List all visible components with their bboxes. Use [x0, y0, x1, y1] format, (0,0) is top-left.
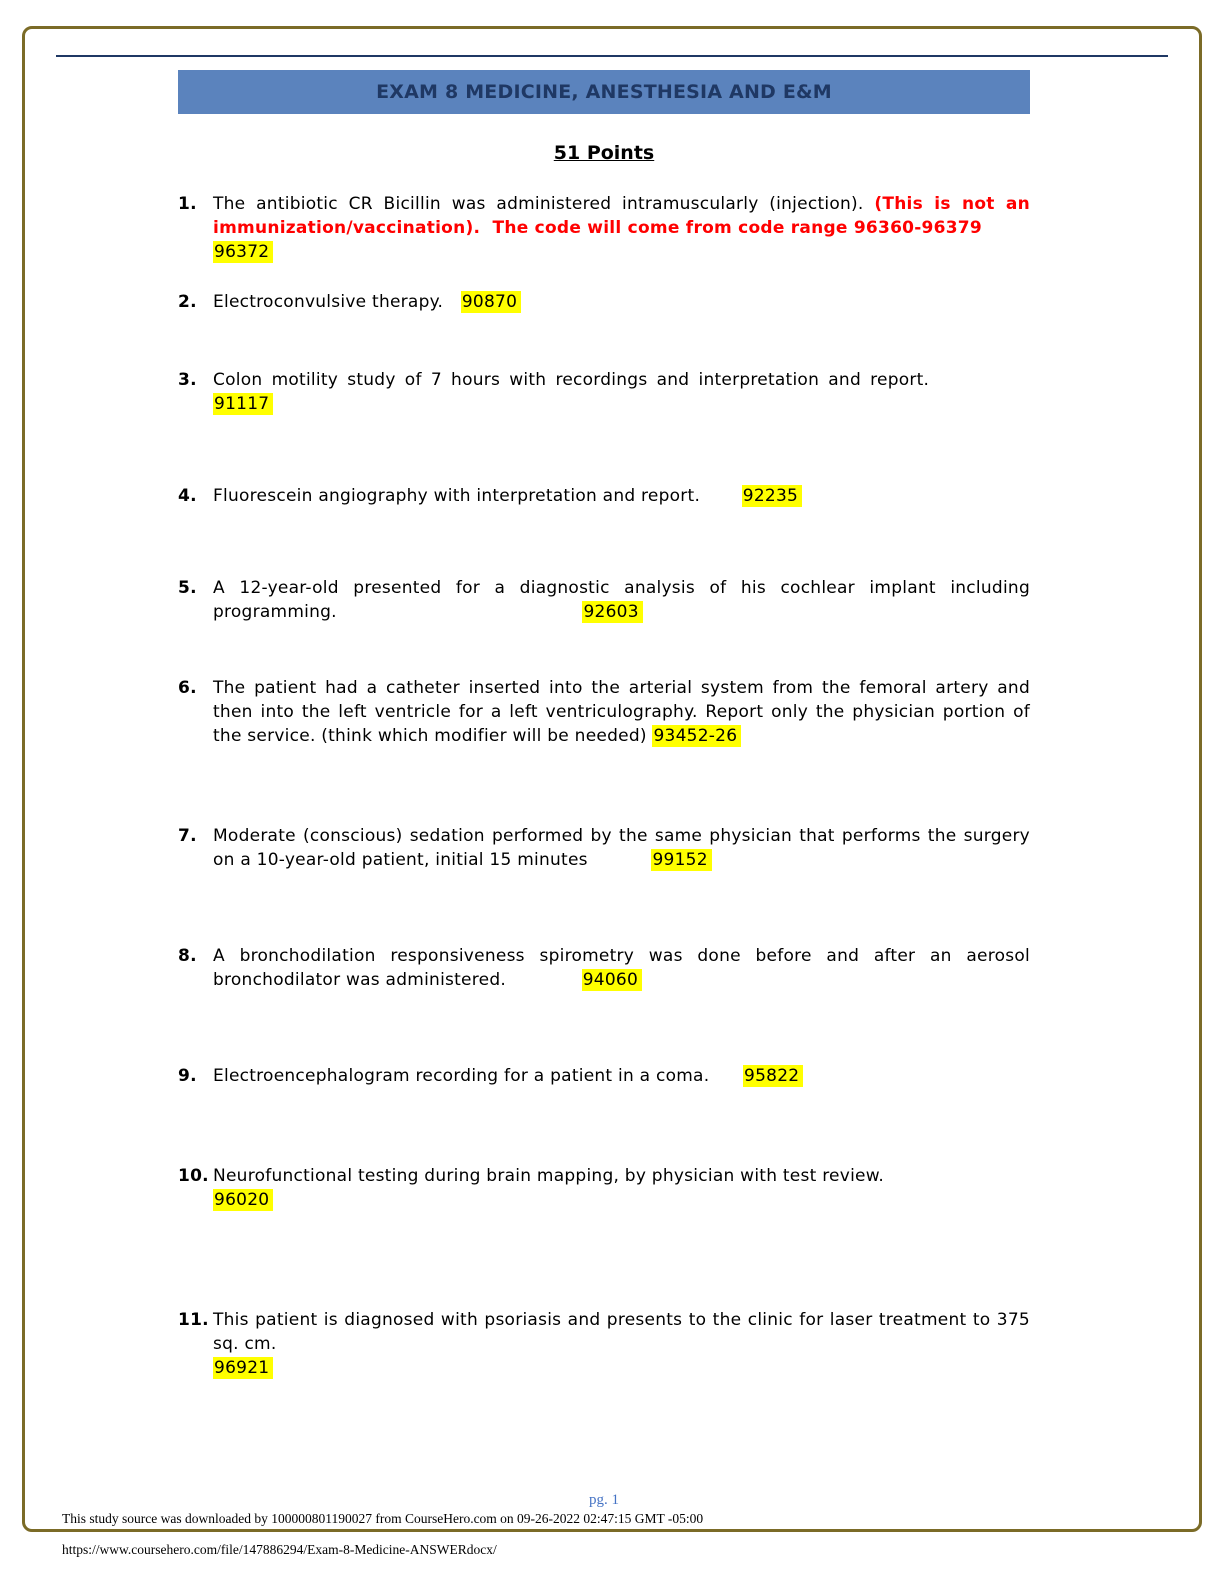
question-text [213, 368, 1030, 416]
question-item [178, 1064, 1030, 1088]
question-body-text: Moderate (conscious) sedation performed by the same physician that performs the surgery on a 10-year-old patient, initial 15 minutes [213, 826, 1030, 870]
answer-highlight: 99152 [651, 849, 711, 871]
question-number: 3. [178, 370, 197, 390]
question-body-text: A 12-year-old presented for a diagnostic analysis of his cochlear implant including programming. [213, 578, 1030, 622]
question-body-text: Electroencephalogram recording for a patient in a coma. [213, 1066, 716, 1086]
question-item [178, 944, 1030, 992]
exam-banner-title: EXAM 8 MEDICINE, ANESTHESIA AND E&M [376, 81, 832, 103]
page-number: pg. 1 [589, 1492, 619, 1508]
answer-highlight: 96020 [213, 1189, 273, 1211]
question-body-text: This patient is diagnosed with psoriasis and presents to the clinic for laser treatment to 375 sq. cm. [213, 1310, 1030, 1354]
question-number: 1. [178, 194, 197, 214]
question-body-text: Neurofunctional testing during brain mapping, by physician with test review. [213, 1166, 885, 1186]
spacer [715, 1080, 743, 1081]
spacer [593, 864, 651, 865]
question-text [213, 290, 1030, 314]
question-item [178, 576, 1030, 624]
question-number: 7. [178, 826, 197, 846]
question-text [213, 944, 1030, 992]
question-text [213, 484, 1030, 508]
question-body-text: Electroconvulsive therapy. [213, 292, 449, 312]
download-note: This study source was downloaded by 100000801190027 from CourseHero.com on 09-26-2022 02:47:15 GMT -05:00 [62, 1511, 704, 1526]
question-number: 10. [178, 1166, 209, 1186]
question-number: 11. [178, 1310, 209, 1330]
question-text [213, 1308, 1030, 1380]
question-body-text: The patient had a catheter inserted into the arterial system from the femoral artery and then into the left ventricle for a left ventriculography. Report only the physician portion of the service. (think which modifier will be needed) [213, 678, 1030, 746]
question-body-text: A bronchodilation responsiveness spirometry was done before and after an aerosol bronchodilator was administered. [213, 946, 1030, 990]
exam-banner [178, 70, 1030, 114]
question-item [178, 1164, 1030, 1212]
question-item [178, 368, 1030, 416]
points-title: 51 Points [553, 142, 655, 164]
source-url-link[interactable]: https://www.coursehero.com/file/147886294/Exam-8-Medicine-ANSWERdocx/ [62, 1542, 497, 1557]
answer-highlight: 91117 [213, 393, 273, 415]
question-text [213, 1064, 1030, 1088]
question-text [213, 676, 1030, 748]
question-body-text: Fluorescein angiography with interpretation and report. [213, 486, 706, 506]
spacer [449, 306, 461, 307]
answer-highlight: 95822 [743, 1065, 803, 1087]
question-item [178, 192, 1030, 264]
answer-highlight: 93452-26 [652, 725, 741, 747]
answer-highlight: 90870 [461, 291, 521, 313]
answer-highlight: 94060 [582, 969, 642, 991]
red-note-text: (This is not an immunization/vaccination). The code will come from code range 96360-96379 [213, 194, 1030, 238]
page-content [178, 70, 1030, 1380]
answer-highlight: 96921 [213, 1357, 273, 1379]
question-number: 2. [178, 292, 197, 312]
question-body-text: Colon motility study of 7 hours with recordings and interpretation and report. [213, 370, 930, 390]
question-item [178, 824, 1030, 872]
question-text [213, 824, 1030, 872]
question-number: 5. [178, 578, 197, 598]
answer-highlight: 92235 [742, 485, 802, 507]
question-number: 4. [178, 486, 197, 506]
question-item [178, 290, 1030, 314]
answer-highlight: 92603 [582, 601, 642, 623]
question-body-text: The antibiotic CR Bicillin was administered intramuscularly (injection). [213, 194, 875, 214]
question-number: 8. [178, 946, 197, 966]
question-text [213, 192, 1030, 264]
question-item [178, 1308, 1030, 1380]
question-text [213, 576, 1030, 624]
top-divider-line [56, 55, 1168, 57]
question-number: 9. [178, 1066, 197, 1086]
question-text [213, 1164, 1030, 1212]
spacer [706, 500, 742, 501]
spacer [342, 616, 582, 617]
spacer [512, 984, 582, 985]
questions-list [178, 192, 1030, 1380]
question-item [178, 676, 1030, 748]
question-item [178, 484, 1030, 508]
answer-highlight: 96372 [213, 241, 273, 263]
question-number: 6. [178, 678, 197, 698]
